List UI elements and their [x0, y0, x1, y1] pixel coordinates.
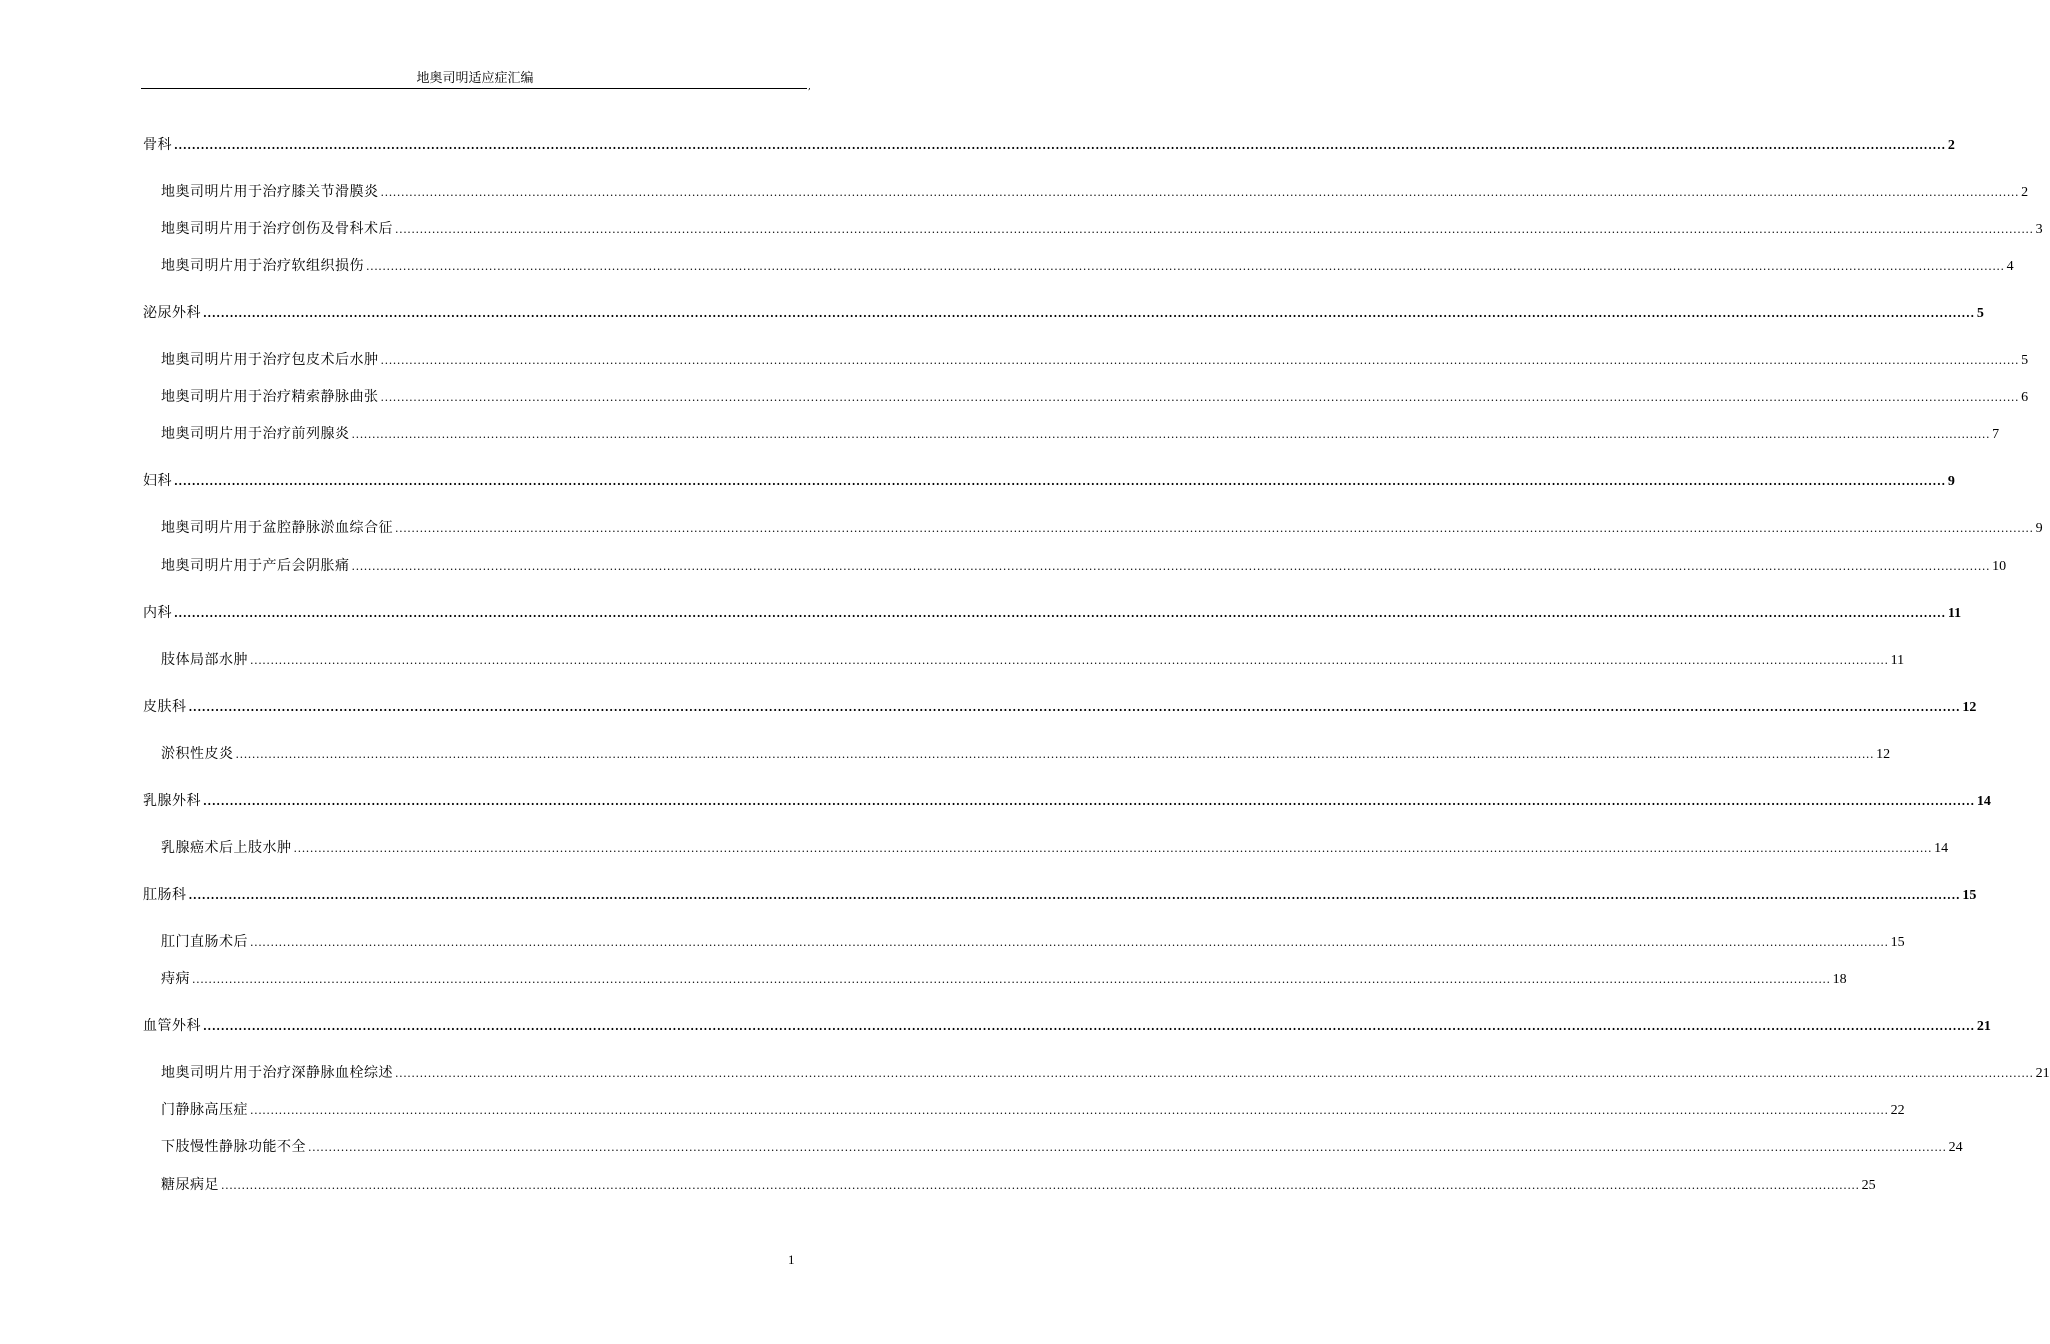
toc-section-row[interactable]: [143, 303, 1984, 323]
header-rule: [141, 88, 807, 89]
toc-entry-row[interactable]: [161, 256, 2014, 276]
toc-page-number: 4: [2006, 259, 2014, 274]
toc-page-number: 6: [2021, 390, 2029, 405]
toc-label: 地奥司明片用于盆腔静脉淤血综合征: [161, 520, 393, 536]
toc-page-number: 25: [1861, 1178, 1876, 1193]
toc-label: 妇科: [143, 473, 172, 489]
toc-page-number: 2: [2021, 185, 2029, 200]
toc-label: 内科: [143, 605, 172, 621]
toc-dot-leader: ................................................................................................................................................................................................................................................................................................................................................................................................................: [395, 223, 2034, 236]
toc-label: 血管外科: [143, 1018, 201, 1034]
toc-dot-leader: ................................................................................................................................................................................................................................................................................................................................................................................................................: [308, 1141, 1947, 1154]
toc-entry-row[interactable]: [161, 556, 2007, 576]
toc-page-number: 24: [1948, 1140, 1963, 1155]
toc-label: 地奥司明片用于治疗前列腺炎: [161, 426, 350, 442]
toc-dot-leader: ................................................................................................................................................................................................................................................................................................................................................................................................................: [250, 936, 1889, 949]
toc-page-number: 7: [1992, 427, 2000, 442]
toc-page-number: 18: [1832, 972, 1847, 987]
toc-section-row[interactable]: [143, 697, 1977, 717]
toc-entry-row[interactable]: [161, 219, 2043, 239]
header-title: 地奥司明适应症汇编: [416, 71, 534, 86]
toc-page-number: 14: [1976, 794, 1991, 809]
toc-entry-row[interactable]: [161, 182, 2029, 202]
toc-dot-leader: ................................................................................................................................................................................................................................................................................................................................................................................................................: [380, 391, 2020, 404]
toc-page-number: 22: [1890, 1103, 1905, 1118]
toc-page-number: 15: [1962, 888, 1977, 903]
toc-page-number: 5: [2021, 353, 2029, 368]
toc-page-number: 12: [1876, 747, 1891, 762]
toc-dot-leader: ................................................................................................................................................................................................................................................................................................................................................................................................................: [174, 139, 1946, 152]
toc-dot-leader: ................................................................................................................................................................................................................................................................................................................................................................................................................: [366, 260, 2005, 273]
toc-dot-leader: ................................................................................................................................................................................................................................................................................................................................................................................................................: [203, 795, 1975, 808]
toc-label: 乳腺外科: [143, 793, 201, 809]
toc-label: 地奥司明片用于治疗深静脉血栓综述: [161, 1065, 393, 1081]
toc-dot-leader: ................................................................................................................................................................................................................................................................................................................................................................................................................: [293, 842, 1933, 855]
toc-label: 门静脉高压症: [161, 1102, 248, 1118]
toc-label: 地奥司明片用于产后会阴胀痛: [161, 558, 350, 574]
toc-entry-row[interactable]: [161, 838, 1949, 858]
toc-page-number: 15: [1890, 935, 1905, 950]
toc-page-number: 9: [1947, 474, 1955, 489]
toc-page-number: 14: [1934, 841, 1949, 856]
toc-entry-row[interactable]: [161, 387, 2029, 407]
toc-page-number: 5: [1976, 306, 1984, 321]
header-mark: ,: [808, 82, 811, 92]
toc-entry-row[interactable]: [161, 1137, 1963, 1157]
page-number: 1: [788, 1252, 795, 1267]
toc-label: 痔病: [161, 971, 190, 987]
toc-dot-leader: ................................................................................................................................................................................................................................................................................................................................................................................................................: [203, 1020, 1975, 1033]
toc-dot-leader: ................................................................................................................................................................................................................................................................................................................................................................................................................: [174, 475, 1946, 488]
toc-label: 地奥司明片用于治疗包皮术后水肿: [161, 352, 379, 368]
toc-entry-row[interactable]: [161, 932, 1905, 952]
toc-page-number: 21: [1976, 1019, 1991, 1034]
toc-label: 皮肤科: [143, 699, 187, 715]
toc-label: 肛门直肠术后: [161, 934, 248, 950]
toc-entry-row[interactable]: [161, 518, 2043, 538]
toc-entry-row[interactable]: [161, 350, 2029, 370]
toc-label: 淤积性皮炎: [161, 746, 234, 762]
toc-dot-leader: ................................................................................................................................................................................................................................................................................................................................................................................................................: [380, 354, 2020, 367]
toc-dot-leader: ................................................................................................................................................................................................................................................................................................................................................................................................................: [192, 973, 1831, 986]
toc-entry-row[interactable]: [161, 969, 1847, 989]
toc-entry-row[interactable]: [161, 650, 1905, 670]
toc-dot-leader: ................................................................................................................................................................................................................................................................................................................................................................................................................: [188, 889, 1961, 902]
toc-section-row[interactable]: [143, 603, 1962, 623]
toc-label: 地奥司明片用于治疗精索静脉曲张: [161, 389, 379, 405]
toc-page-number: 11: [1947, 606, 1962, 621]
toc-section-row[interactable]: [143, 135, 1955, 155]
toc-page-number: 10: [1992, 559, 2007, 574]
toc-label: 地奥司明片用于治疗软组织损伤: [161, 258, 364, 274]
toc-dot-leader: ................................................................................................................................................................................................................................................................................................................................................................................................................: [221, 1179, 1860, 1192]
toc-label: 骨科: [143, 137, 172, 153]
toc-dot-leader: ................................................................................................................................................................................................................................................................................................................................................................................................................: [250, 654, 1889, 667]
toc-dot-leader: ................................................................................................................................................................................................................................................................................................................................................................................................................: [188, 701, 1961, 714]
toc-dot-leader: ................................................................................................................................................................................................................................................................................................................................................................................................................: [351, 428, 1991, 441]
toc-entry-row[interactable]: [161, 744, 1891, 764]
toc-label: 下肢慢性静脉功能不全: [161, 1139, 306, 1155]
toc-label: 泌尿外科: [143, 305, 201, 321]
toc-dot-leader: ................................................................................................................................................................................................................................................................................................................................................................................................................: [395, 1067, 2034, 1080]
toc-dot-leader: ................................................................................................................................................................................................................................................................................................................................................................................................................: [395, 522, 2034, 535]
toc-page-number: 3: [2035, 222, 2043, 237]
toc-label: 糖尿病足: [161, 1177, 219, 1193]
toc-label: 肛肠科: [143, 887, 187, 903]
toc-label: 乳腺癌术后上肢水肿: [161, 840, 292, 856]
toc-section-row[interactable]: [143, 471, 1955, 491]
toc-page-number: 2: [1947, 138, 1955, 153]
toc-section-row[interactable]: [143, 791, 1991, 811]
toc-dot-leader: ................................................................................................................................................................................................................................................................................................................................................................................................................: [250, 1104, 1889, 1117]
toc-label: 地奥司明片用于治疗创伤及骨科术后: [161, 221, 393, 237]
toc-entry-row[interactable]: [161, 1063, 2050, 1083]
toc-section-row[interactable]: [143, 885, 1977, 905]
toc-dot-leader: ................................................................................................................................................................................................................................................................................................................................................................................................................: [380, 186, 2020, 199]
toc-dot-leader: ................................................................................................................................................................................................................................................................................................................................................................................................................: [203, 307, 1975, 320]
toc-entry-row[interactable]: [161, 1175, 1876, 1195]
toc-page-number: 21: [2035, 1066, 2050, 1081]
toc-dot-leader: ................................................................................................................................................................................................................................................................................................................................................................................................................: [174, 607, 1946, 620]
toc-page-number: 9: [2035, 521, 2043, 536]
toc-dot-leader: ................................................................................................................................................................................................................................................................................................................................................................................................................: [351, 560, 1991, 573]
toc-entry-row[interactable]: [161, 1100, 1905, 1120]
toc-page-number: 12: [1962, 700, 1977, 715]
toc-label: 肢体局部水肿: [161, 652, 248, 668]
toc-section-row[interactable]: [143, 1016, 1991, 1036]
toc-label: 地奥司明片用于治疗膝关节滑膜炎: [161, 184, 379, 200]
toc-page-number: 11: [1890, 653, 1905, 668]
toc-dot-leader: ................................................................................................................................................................................................................................................................................................................................................................................................................: [235, 748, 1875, 761]
toc-entry-row[interactable]: [161, 424, 2000, 444]
